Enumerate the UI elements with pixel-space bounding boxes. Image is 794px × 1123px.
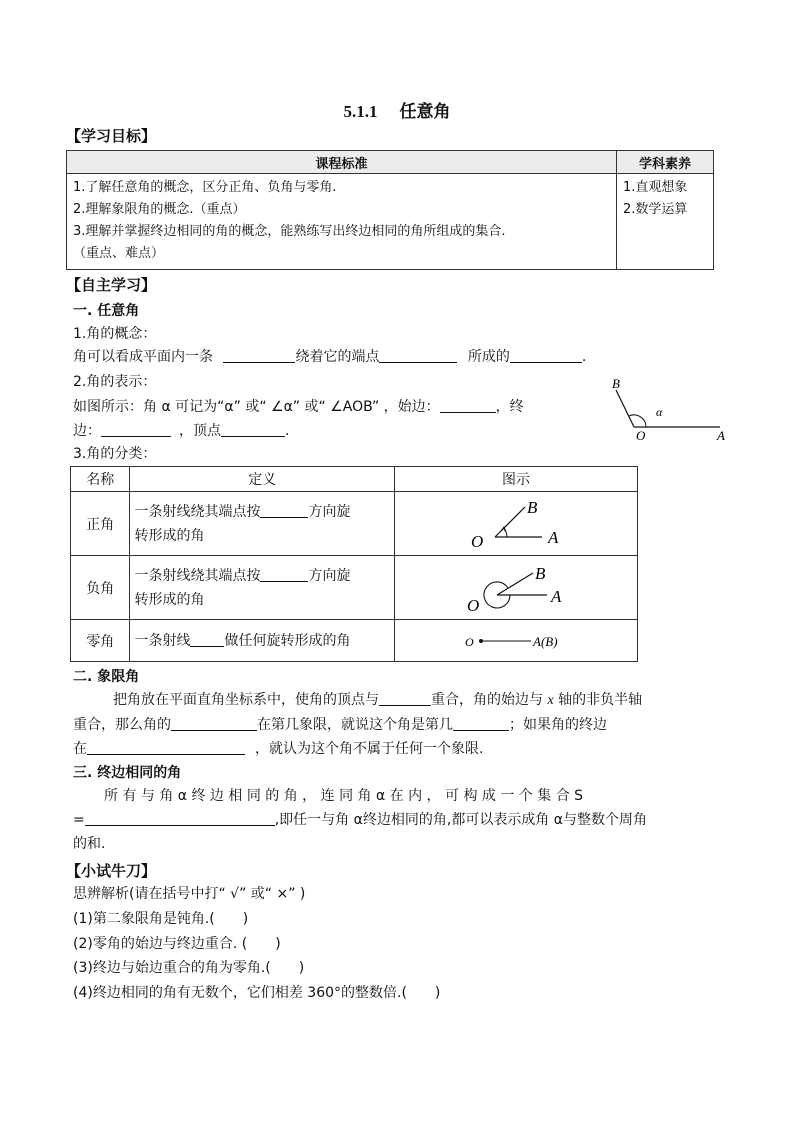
literacy-item: 1.直观想象	[623, 180, 688, 195]
section3-line1: 所 有 与 角 α 终 边 相 同 的 角 ， 连 同 角 α 在 内 ， 可 构 成 一 个 集 合 S	[104, 788, 584, 804]
standard-item: 2.理解象限角的概念.（重点）	[73, 202, 246, 217]
title-text: 任意角	[399, 102, 451, 121]
blank	[223, 348, 295, 363]
literacy-item: 2.数学运算	[623, 202, 688, 217]
label-ab: A(B)	[533, 633, 558, 649]
label-o: O	[636, 428, 646, 443]
section2-line2: 重合，那么角的 在第几象限，就说这个角是第几 ；如果角的终边	[73, 717, 607, 733]
goals-literacy-cell	[617, 174, 714, 270]
blank	[440, 398, 496, 413]
label-b: B	[535, 563, 546, 583]
blank	[510, 348, 582, 363]
label-b: B	[612, 376, 620, 391]
zero-angle-figure	[395, 621, 637, 661]
page-title	[0, 97, 794, 122]
blank	[379, 691, 431, 706]
title-number: 5.1.1	[343, 102, 378, 121]
goals-table	[66, 150, 714, 270]
concept-sentence: 角可以看成平面内一条 绕着它的端点 所成的 .	[73, 349, 587, 365]
terminal-side	[616, 390, 634, 427]
label-a: A	[548, 527, 559, 547]
standard-item: 3.理解并掌握终边相同的角的概念，能熟练写出终边相同的角所组成的集合.	[73, 224, 506, 239]
self-study-heading: 【自主学习】	[66, 276, 157, 294]
section2-title: 二. 象限角	[73, 669, 140, 685]
practice-intro: 思辨解析(请在括号中打“ √” 或“ ×” )	[73, 886, 306, 902]
goals-col2-header: 学科素养	[617, 151, 714, 174]
row-figure	[395, 556, 638, 620]
classify-label: 3.角的分类：	[73, 446, 157, 462]
concept-label: 1.角的概念：	[73, 326, 157, 342]
goals-col1-header: 课程标准	[67, 151, 617, 174]
blank	[379, 348, 457, 363]
table-header: 名称	[71, 467, 130, 492]
table-row	[71, 556, 638, 620]
label-a: A	[717, 428, 725, 443]
notation-label: 2.角的表示：	[73, 374, 157, 390]
label-b: B	[527, 497, 538, 517]
blank	[171, 716, 257, 731]
row-name: 负角	[71, 556, 130, 620]
negative-angle-figure	[395, 557, 637, 619]
goals-heading: 【学习目标】	[66, 127, 157, 145]
practice-item: (2)零角的始边与终边重合. ( )	[73, 936, 281, 952]
table-header: 图示	[395, 467, 638, 492]
goals-standards-cell	[67, 174, 617, 270]
label-o: O	[471, 531, 484, 551]
table-row	[71, 492, 638, 556]
blank	[101, 422, 171, 437]
row-definition: 一条射线绕其端点按 方向旋 转形成的角	[130, 556, 395, 620]
blank	[87, 740, 245, 755]
section1-title: 一. 任意角	[73, 303, 140, 319]
row-figure	[395, 492, 638, 556]
angle-figure	[606, 374, 736, 446]
label-o: O	[465, 634, 474, 649]
blank	[260, 567, 308, 582]
blank	[85, 811, 275, 826]
practice-item: (1)第二象限角是钝角.( )	[73, 911, 249, 927]
positive-angle-figure	[395, 493, 637, 555]
row-definition: 一条射线绕其端点按 方向旋 转形成的角	[130, 492, 395, 556]
blank	[260, 503, 308, 518]
section2-line3: 在 ，就认为这个角不属于任何一个象限.	[73, 741, 484, 757]
row-name: 正角	[71, 492, 130, 556]
blank	[453, 716, 509, 731]
table-row	[71, 620, 638, 662]
angle-classification-table	[70, 466, 638, 662]
section3-line3: 的和.	[73, 836, 106, 852]
practice-item: (4)终边相同的角有无数个，它们相差 360°的整数倍.( )	[73, 985, 441, 1001]
section2-line1: 把角放在平面直角坐标系中，使角的顶点与 重合，角的始边与 x 轴的非负半轴	[113, 692, 643, 708]
blank	[221, 422, 285, 437]
notation-sentence-2: 边： ，顶点 .	[73, 423, 290, 439]
label-o: O	[467, 595, 480, 615]
table-header: 定义	[130, 467, 395, 492]
blank	[190, 632, 224, 647]
standard-item: 1.了解任意角的概念，区分正角、负角与零角.	[73, 180, 337, 195]
label-alpha: α	[656, 405, 663, 419]
practice-item: (3)终边与始边重合的角为零角.( )	[73, 960, 305, 976]
label-a: A	[551, 586, 562, 606]
row-definition: 一条射线 做任何旋转形成的角	[130, 620, 395, 662]
notation-sentence: 如图所示：角 α 可记为“α” 或“ ∠α” 或“ ∠AOB” ，始边： ，终	[73, 399, 524, 415]
section3-title: 三. 终边相同的角	[73, 765, 182, 781]
practice-heading: 【小试牛刀】	[66, 862, 157, 880]
standard-item: （重点、难点）	[73, 246, 165, 261]
arrow-icon	[501, 527, 506, 532]
row-name: 零角	[71, 620, 130, 662]
row-figure	[395, 620, 638, 662]
section3-line2: = ,即任一与角 α终边相同的角,都可以表示成角 α与整数个周角	[73, 812, 647, 828]
